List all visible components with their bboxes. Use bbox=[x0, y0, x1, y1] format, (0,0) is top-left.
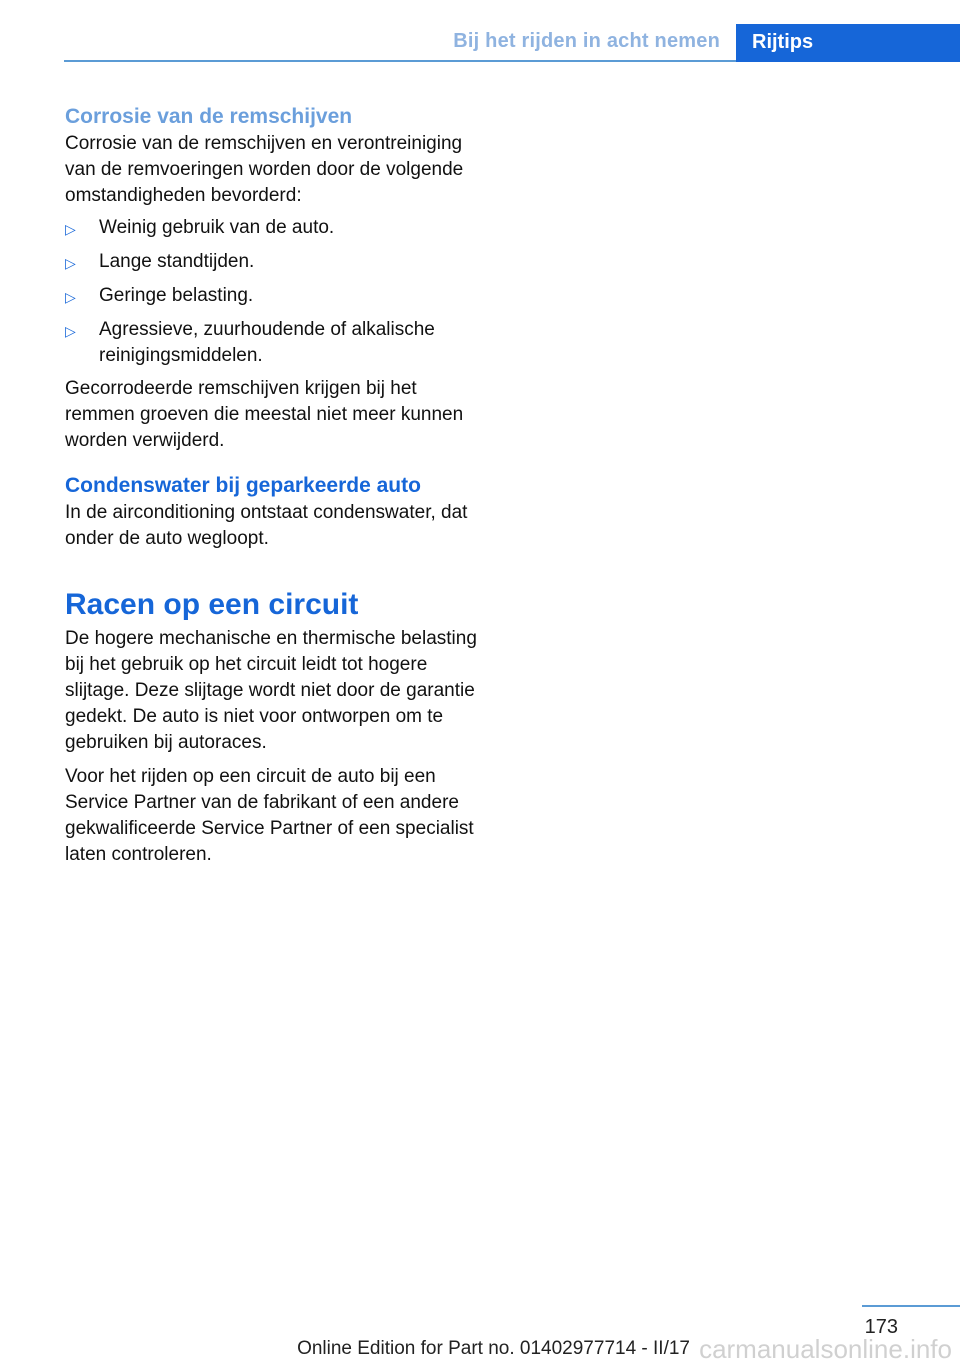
bullet-list-corrosion-causes bbox=[65, 215, 480, 369]
list-item-text: Agressieve, zuurhoudende of alkalische reinigingsmiddelen. bbox=[99, 319, 435, 366]
list-item bbox=[65, 249, 480, 276]
list-item bbox=[65, 215, 480, 242]
heading-racing: Racen op een circuit bbox=[65, 588, 359, 621]
paragraph-corrosion-outro: Gecorrodeerde remschijven krijgen bij het remmen groeven die meestal niet meer kunnen worden verwijderd. bbox=[65, 378, 464, 451]
page-header bbox=[0, 24, 960, 62]
footer-edition-text: Online Edition for Part no. 01402977714 - II/17 bbox=[297, 1338, 690, 1359]
page-content bbox=[65, 103, 480, 868]
watermark: carmanualsonline.info bbox=[699, 1334, 952, 1364]
triangle-bullet-icon: ▷ bbox=[65, 255, 76, 271]
page-number: 173 bbox=[864, 1316, 898, 1338]
list-item-text: Weinig gebruik van de auto. bbox=[99, 217, 335, 238]
triangle-bullet-icon: ▷ bbox=[65, 289, 76, 305]
paragraph-racing-1: De hogere mechanische en thermische belasting bij het gebruik op het circuit leidt tot hogere slijtage. Deze slijtage wordt niet door de garantie gedekt. De auto is niet voor ontworpen om te gebruiken bij autoraces. bbox=[65, 628, 477, 753]
paragraph-racing-2: Voor het rijden op een circuit de auto bij een Service Partner van de fabrikant of een andere gekwalificeerde Service Partner of een specialist laten controleren. bbox=[65, 766, 474, 865]
list-item-text: Geringe belasting. bbox=[99, 285, 254, 306]
triangle-bullet-icon: ▷ bbox=[65, 221, 76, 237]
footer-rule bbox=[862, 1305, 960, 1307]
heading-condensation: Condenswater bij geparkeerde auto bbox=[65, 474, 421, 497]
header-section-title: Bij het rijden in acht nemen bbox=[453, 30, 720, 52]
paragraph-condensation: In de airconditioning ontstaat condenswater, dat onder de auto wegloopt. bbox=[65, 502, 468, 549]
heading-corrosion: Corrosie van de remschijven bbox=[65, 105, 353, 128]
list-item-text: Lange standtijden. bbox=[99, 251, 255, 272]
triangle-bullet-icon: ▷ bbox=[65, 323, 76, 339]
list-item bbox=[65, 317, 480, 369]
paragraph-corrosion-intro: Corrosie van de remschijven en verontreiniging van de remvoeringen worden door de volgende omstandigheden bevorderd: bbox=[65, 133, 464, 206]
list-item bbox=[65, 283, 480, 310]
header-chapter-tab: Rijtips bbox=[736, 24, 960, 62]
